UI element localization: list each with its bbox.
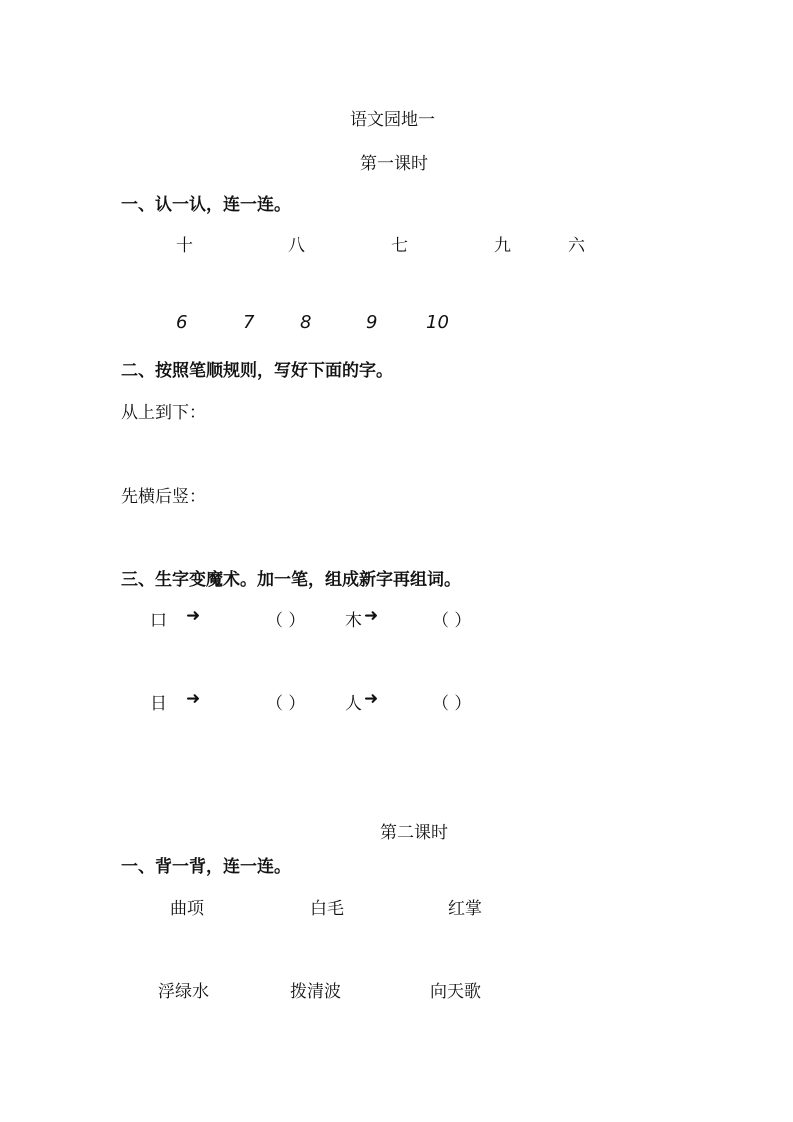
arabic-number: 9: [366, 312, 378, 333]
poem-phrase: 拨清波: [290, 982, 341, 1002]
poem-phrase: 红掌: [448, 899, 482, 919]
arrow-right-icon: ➜: [186, 689, 201, 709]
answer-blank[interactable]: （ ）: [266, 694, 306, 714]
section3-heading: 三、生字变魔术。加一笔，组成新字再组词。: [121, 570, 461, 590]
base-char: 人: [345, 694, 362, 714]
base-char: 日: [150, 694, 167, 714]
arabic-number: 10: [426, 312, 449, 333]
numeral-char: 九: [494, 236, 511, 256]
poem-phrase: 曲项: [170, 899, 204, 919]
numeral-char: 七: [391, 236, 408, 256]
arabic-number: 7: [243, 312, 255, 333]
answer-blank[interactable]: （ ）: [432, 694, 472, 714]
answer-blank[interactable]: （ ）: [266, 611, 306, 631]
section2-heading: 二、按照笔顺规则，写好下面的字。: [121, 361, 393, 381]
poem-phrase: 白毛: [310, 899, 344, 919]
numeral-char: 十: [176, 236, 193, 256]
lesson2-section1-heading: 一、背一背，连一连。: [121, 857, 291, 877]
page-title: 语文园地一: [350, 110, 435, 130]
answer-blank[interactable]: （ ）: [432, 611, 472, 631]
poem-phrase: 向天歌: [430, 982, 481, 1002]
stroke-rule-horizontal-first: 先横后竖：: [121, 487, 206, 507]
arrow-right-icon: ➜: [364, 689, 379, 709]
lesson1-subtitle: 第一课时: [360, 154, 428, 174]
arabic-number: 6: [176, 312, 188, 333]
stroke-rule-top-to-bottom: 从上到下：: [121, 403, 206, 423]
arabic-number: 8: [300, 312, 312, 333]
lesson2-subtitle: 第二课时: [380, 823, 448, 843]
section1-heading: 一、认一认，连一连。: [121, 195, 291, 215]
base-char: 木: [345, 611, 362, 631]
arrow-right-icon: ➜: [364, 606, 379, 626]
base-char: 口: [150, 611, 167, 631]
numeral-char: 八: [288, 236, 305, 256]
arrow-right-icon: ➜: [186, 606, 201, 626]
numeral-char: 六: [568, 236, 585, 256]
poem-phrase: 浮绿水: [158, 982, 209, 1002]
